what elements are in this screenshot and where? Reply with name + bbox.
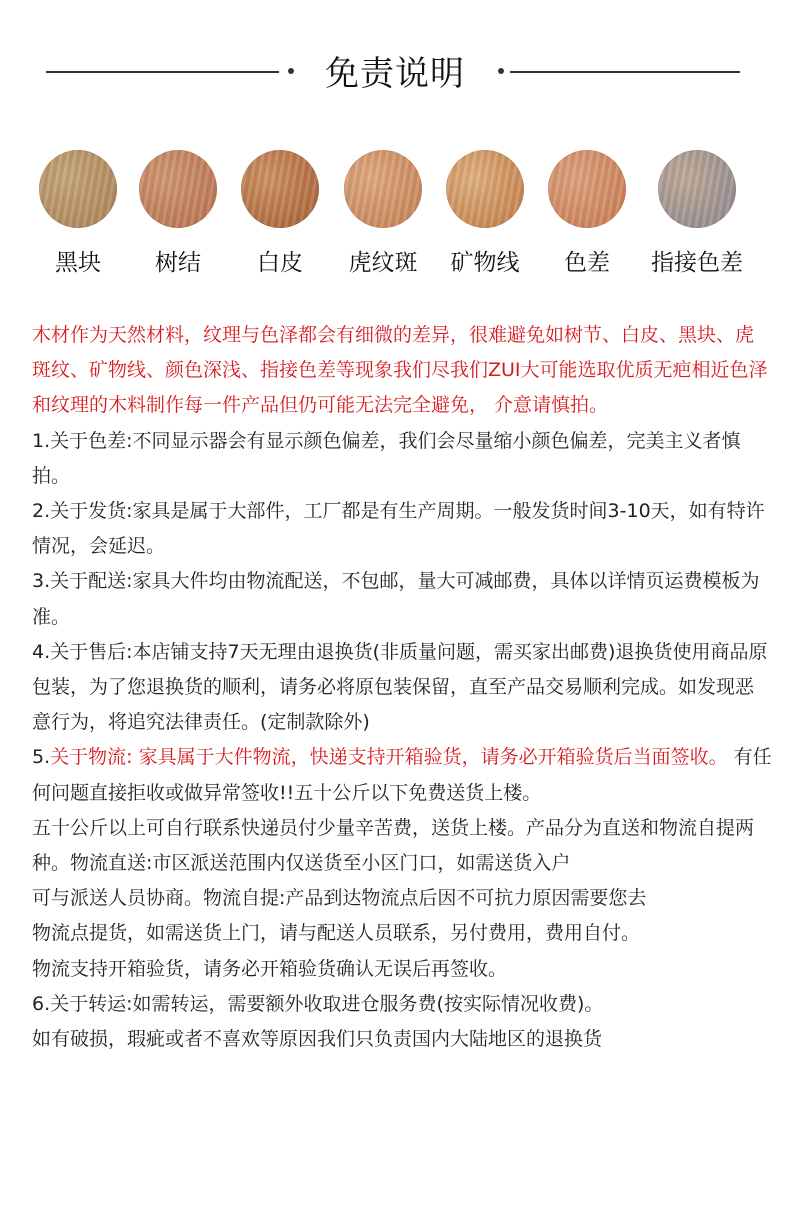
logistics-detail-c: 物流点提货，如需送货上门，请与配送人员联系，另付费用，费用自付。: [32, 922, 641, 945]
swatch-label: 树结: [155, 250, 201, 276]
swatch-tiger-stripe: [344, 150, 422, 276]
swatch-label: 黑块: [55, 250, 101, 276]
item-logistics: [32, 740, 772, 810]
wood-sample-image: [39, 150, 117, 228]
swatch-black-block: [39, 150, 117, 276]
logistics-detail-b: 可与派送人员协商。物流自提:产品到达物流点后因不可抗力原因需要您去: [32, 887, 647, 910]
logistics-detail-a: 五十公斤以上可自行联系快递员付少量辛苦费，送货上楼。产品分为直送和物流自提两种。物流直送:市区派送范围内仅送货至小区门口，如需送货入户: [32, 816, 755, 875]
item-shipping: 2.关于发货:家具是属于大部件，工厂都是有生产周期。一般发货时间3-10天，如有特许情况，会延迟。: [32, 500, 765, 558]
wood-sample-image: [344, 150, 422, 228]
swatch-label: 白皮: [257, 250, 303, 276]
wood-sample-image: [139, 150, 217, 228]
returns-note: 如有破损，瑕疵或者不喜欢等原因我们只负责国内大陆地区的退换货: [32, 1028, 603, 1051]
swatch-mineral-line: [446, 150, 524, 276]
title-dot-right: [498, 68, 504, 74]
wood-sample-image: [446, 150, 524, 228]
swatch-color-difference: [548, 150, 626, 276]
intro-paragraph: 木材作为天然材料，纹理与色泽都会有细微的差异，很难避免如树节、白皮、黑块、虎斑纹、矿物线、颜色深浅、指接色差等现象我们尽我们ZUI大可能选取优质无疤相近色泽和纹理的木料制作每一件产品但仍可能无法完全避免， 介意请慎拍。: [32, 324, 768, 417]
item-after-sales: 4.关于售后:本店铺支持7天无理由退换货(非质量问题，需买家出邮费)退换货使用商品原包装，为了您退换货的顺利，请务必将原包装保留，直至产品交易顺利完成。如发现恶意行为，将追究法律责任。(定制款除外): [32, 640, 768, 734]
wood-sample-image: [241, 150, 319, 228]
header: [0, 0, 790, 140]
item-color-difference: 1.关于色差:不同显示器会有显示颜色偏差，我们会尽量缩小颜色偏差，完美主义者慎拍。: [32, 429, 741, 487]
wood-sample-image: [548, 150, 626, 228]
disclaimer-body: [32, 318, 772, 1057]
item-logistics-note: 有任何问题直接拒收或做异常签收!!五十公斤以下免费送货上楼。: [32, 746, 772, 804]
logistics-detail-d: 物流支持开箱验货，请务必开箱验货确认无误后再签收。: [32, 957, 508, 980]
swatch-label: 虎纹斑: [348, 250, 418, 276]
item-logistics-number: 5.: [32, 746, 51, 769]
wood-sample-image: [658, 150, 736, 228]
page-title: 免责说明: [325, 54, 465, 94]
swatch-label: 指接色差: [651, 250, 743, 276]
wood-defect-swatches: [0, 140, 790, 290]
swatch-sapwood: [241, 150, 319, 276]
item-delivery: 3.关于配送:家具大件均由物流配送，不包邮，量大可减邮费，具体以详情页运费模板为准。: [32, 570, 760, 628]
swatch-label: 矿物线: [450, 250, 520, 276]
item-transfer: 6.关于转运:如需转运，需要额外收取进仓服务费(按实际情况收费)。: [32, 992, 604, 1015]
swatch-knot: [139, 150, 217, 276]
swatch-label: 色差: [564, 250, 610, 276]
item-logistics-warning: 关于物流: 家具属于大件物流，快递支持开箱验货，请务必开箱验货后当面签收。: [50, 746, 728, 769]
title-divider-right: [510, 71, 740, 73]
swatch-finger-joint: [651, 150, 743, 276]
